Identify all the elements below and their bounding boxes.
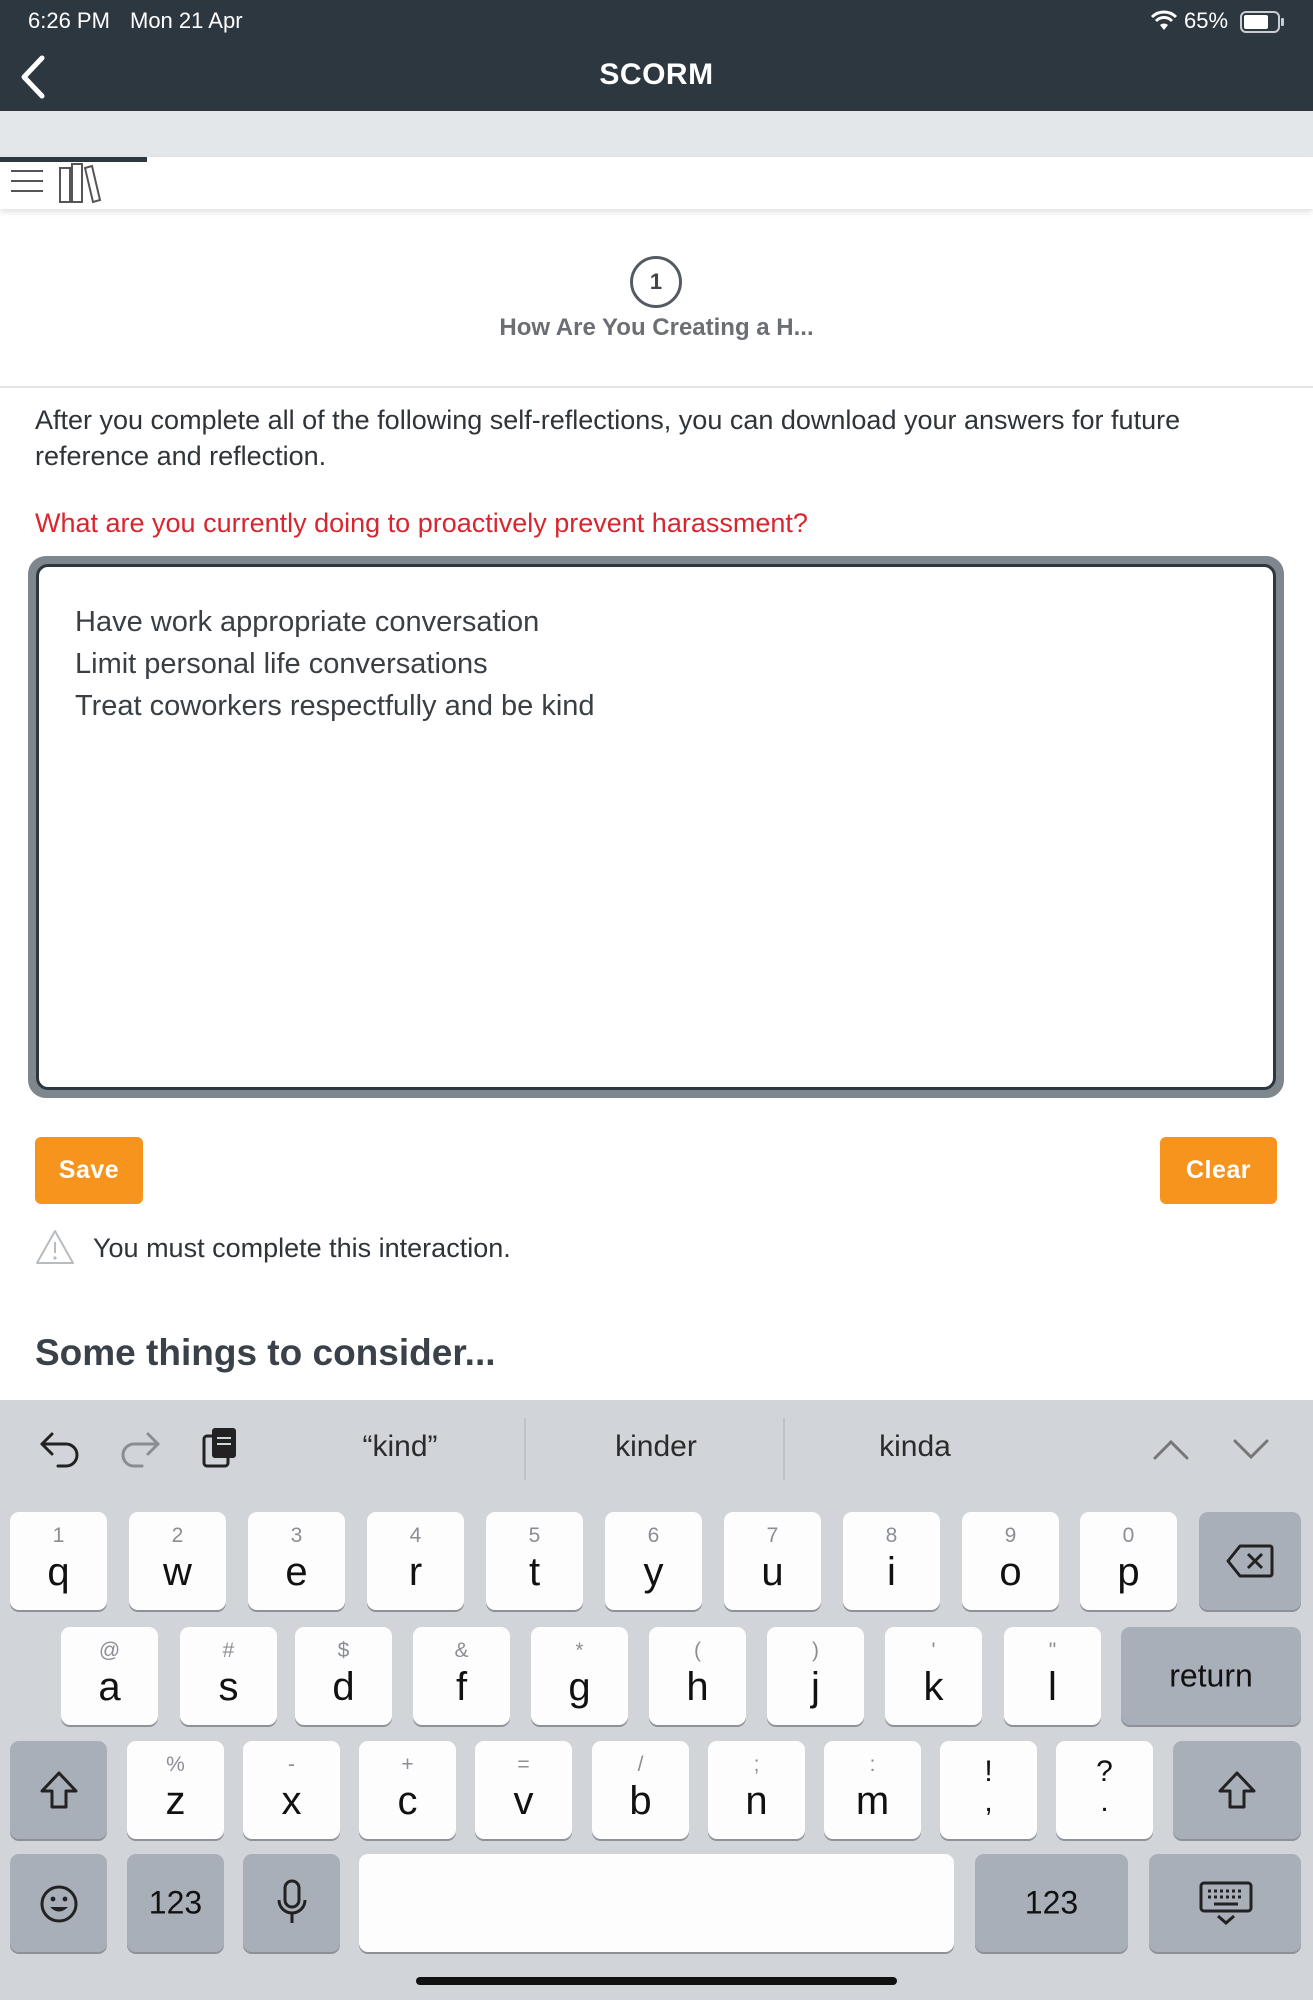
suggestion-1[interactable]: “kind” [362, 1430, 438, 1463]
key-s[interactable] [180, 1627, 277, 1725]
key-hint: ; [753, 1753, 760, 1776]
answer-line: Treat coworkers respectfully and be kind [75, 690, 595, 722]
chevron-up-icon[interactable] [1152, 1436, 1190, 1462]
key-j[interactable] [767, 1627, 864, 1725]
warning-text: You must complete this interaction. [93, 1233, 511, 1263]
key-label: t [528, 1550, 541, 1594]
redo-icon[interactable] [118, 1428, 162, 1468]
key-label: k [923, 1665, 944, 1709]
course-strip [0, 111, 1313, 157]
emoji-icon [39, 1884, 79, 1924]
battery-icon [1240, 10, 1286, 34]
key-label: f [455, 1665, 468, 1709]
key-hint: & [454, 1639, 469, 1662]
space-key[interactable] [359, 1854, 954, 1952]
intro-text: After you complete all of the following self-reflections, you can download your answers for future reference and reflection. [35, 405, 1181, 471]
numbers-key[interactable] [127, 1854, 224, 1952]
key-hint: $ [337, 1639, 350, 1662]
microphone-icon [275, 1878, 309, 1928]
key-b[interactable] [592, 1741, 689, 1839]
key-label: 123 [148, 1884, 203, 1921]
library-icon[interactable] [58, 162, 102, 204]
key-hint: ! [984, 1755, 993, 1788]
emoji-key[interactable] [10, 1854, 107, 1952]
course-toolbar [0, 157, 1313, 209]
key-label: , [984, 1785, 993, 1818]
key-label: g [568, 1665, 591, 1709]
key-period[interactable] [1056, 1741, 1153, 1839]
key-label: u [761, 1550, 784, 1594]
key-m[interactable] [824, 1741, 921, 1839]
key-label: 123 [1024, 1884, 1079, 1921]
key-label: o [999, 1550, 1022, 1594]
key-x[interactable] [243, 1741, 340, 1839]
key-hint: " [1048, 1639, 1057, 1662]
section-heading: Some things to consider... [35, 1332, 496, 1373]
dictation-key[interactable] [243, 1854, 340, 1952]
key-label: w [163, 1550, 192, 1594]
key-w[interactable] [129, 1512, 226, 1610]
key-p[interactable] [1080, 1512, 1177, 1610]
shift-icon [38, 1769, 80, 1811]
key-hint: = [517, 1753, 530, 1776]
key-t[interactable] [486, 1512, 583, 1610]
key-hint: ' [931, 1639, 936, 1662]
key-g[interactable] [531, 1627, 628, 1725]
key-z[interactable] [127, 1741, 224, 1839]
key-hint: + [401, 1753, 414, 1776]
key-hint: 8 [885, 1524, 898, 1547]
key-hint: % [166, 1753, 185, 1776]
save-button[interactable]: Save [35, 1137, 143, 1204]
key-u[interactable] [724, 1512, 821, 1610]
page-title: SCORM [599, 58, 714, 91]
backspace-key[interactable] [1199, 1512, 1301, 1610]
key-hint: : [869, 1753, 876, 1776]
key-k[interactable] [885, 1627, 982, 1725]
key-hint: / [637, 1753, 644, 1776]
undo-icon[interactable] [38, 1428, 82, 1468]
key-hint: 6 [647, 1524, 660, 1547]
key-n[interactable] [708, 1741, 805, 1839]
key-label: z [165, 1779, 186, 1823]
key-e[interactable] [248, 1512, 345, 1610]
question-text: What are you currently doing to proactively prevent harassment? [35, 508, 808, 538]
status-time: 6:26 PM [28, 8, 110, 33]
key-r[interactable] [367, 1512, 464, 1610]
key-label: b [629, 1779, 652, 1823]
suggestion-divider [524, 1418, 526, 1480]
divider [0, 386, 1313, 388]
clear-button[interactable]: Clear [1160, 1137, 1277, 1204]
key-hint: 0 [1122, 1524, 1135, 1547]
lesson-title: How Are You Creating a H... [499, 314, 814, 341]
key-c[interactable] [359, 1741, 456, 1839]
key-a[interactable] [61, 1627, 158, 1725]
keyboard-hide-icon [1198, 1880, 1254, 1926]
key-f[interactable] [413, 1627, 510, 1725]
key-hint: @ [98, 1639, 121, 1662]
key-hint: 7 [766, 1524, 779, 1547]
wifi-icon [1150, 10, 1178, 32]
key-l[interactable] [1004, 1627, 1101, 1725]
key-label: x [281, 1779, 302, 1823]
key-hint: 3 [290, 1524, 303, 1547]
key-hint: * [575, 1639, 584, 1662]
key-hint: ) [812, 1639, 819, 1662]
menu-icon[interactable] [10, 167, 44, 195]
numbers-key-right[interactable] [975, 1854, 1128, 1952]
key-label: j [811, 1665, 820, 1709]
key-comma[interactable] [940, 1741, 1037, 1839]
key-label: s [218, 1665, 239, 1709]
key-label: return [1169, 1657, 1253, 1694]
key-label: c [397, 1779, 418, 1823]
paste-icon[interactable] [200, 1424, 240, 1470]
return-key[interactable] [1121, 1627, 1301, 1725]
shift-key-left[interactable] [10, 1741, 107, 1839]
warning-icon [35, 1228, 75, 1266]
shift-key-right[interactable] [1173, 1741, 1301, 1839]
key-i[interactable] [843, 1512, 940, 1610]
key-hint: 1 [52, 1524, 65, 1547]
chevron-down-icon[interactable] [1232, 1436, 1270, 1462]
key-label: p [1117, 1550, 1140, 1594]
backspace-icon [1226, 1544, 1274, 1578]
key-d[interactable] [295, 1627, 392, 1725]
suggestion-divider [783, 1418, 785, 1480]
key-label: e [285, 1550, 308, 1594]
status-date: Mon 21 Apr [130, 8, 243, 33]
key-hint: 9 [1004, 1524, 1017, 1547]
key-y[interactable] [605, 1512, 702, 1610]
key-hint: # [222, 1639, 235, 1662]
answer-line: Have work appropriate conversation [75, 606, 540, 638]
key-label: a [98, 1665, 121, 1709]
lesson-number-badge: 1 [630, 256, 682, 308]
key-label: r [408, 1550, 423, 1594]
key-label: . [1100, 1785, 1109, 1818]
key-q[interactable] [10, 1512, 107, 1610]
battery-percent: 65% [1184, 8, 1229, 33]
suggestion-2[interactable]: kinder [615, 1430, 697, 1463]
key-hint: ? [1096, 1755, 1113, 1788]
suggestion-3[interactable]: kinda [879, 1430, 951, 1463]
key-hint: ( [694, 1639, 701, 1662]
hide-keyboard-key[interactable] [1149, 1854, 1301, 1952]
key-label: i [887, 1550, 896, 1594]
key-label: v [513, 1779, 534, 1823]
answer-line: Limit personal life conversations [75, 648, 488, 680]
key-label: d [332, 1665, 355, 1709]
home-indicator [416, 1977, 897, 1985]
key-label: y [643, 1550, 664, 1594]
key-h[interactable] [649, 1627, 746, 1725]
key-label: l [1048, 1665, 1057, 1709]
key-o[interactable] [962, 1512, 1059, 1610]
answer-textarea[interactable] [36, 564, 1276, 1090]
key-hint: 2 [171, 1524, 184, 1547]
key-hint: 4 [409, 1524, 422, 1547]
key-v[interactable] [475, 1741, 572, 1839]
key-label: n [745, 1779, 768, 1823]
key-hint: - [288, 1753, 295, 1776]
key-label: m [855, 1779, 890, 1823]
key-label: h [686, 1665, 709, 1709]
shift-icon [1216, 1769, 1258, 1811]
key-label: q [47, 1550, 70, 1594]
key-hint: 5 [528, 1524, 541, 1547]
